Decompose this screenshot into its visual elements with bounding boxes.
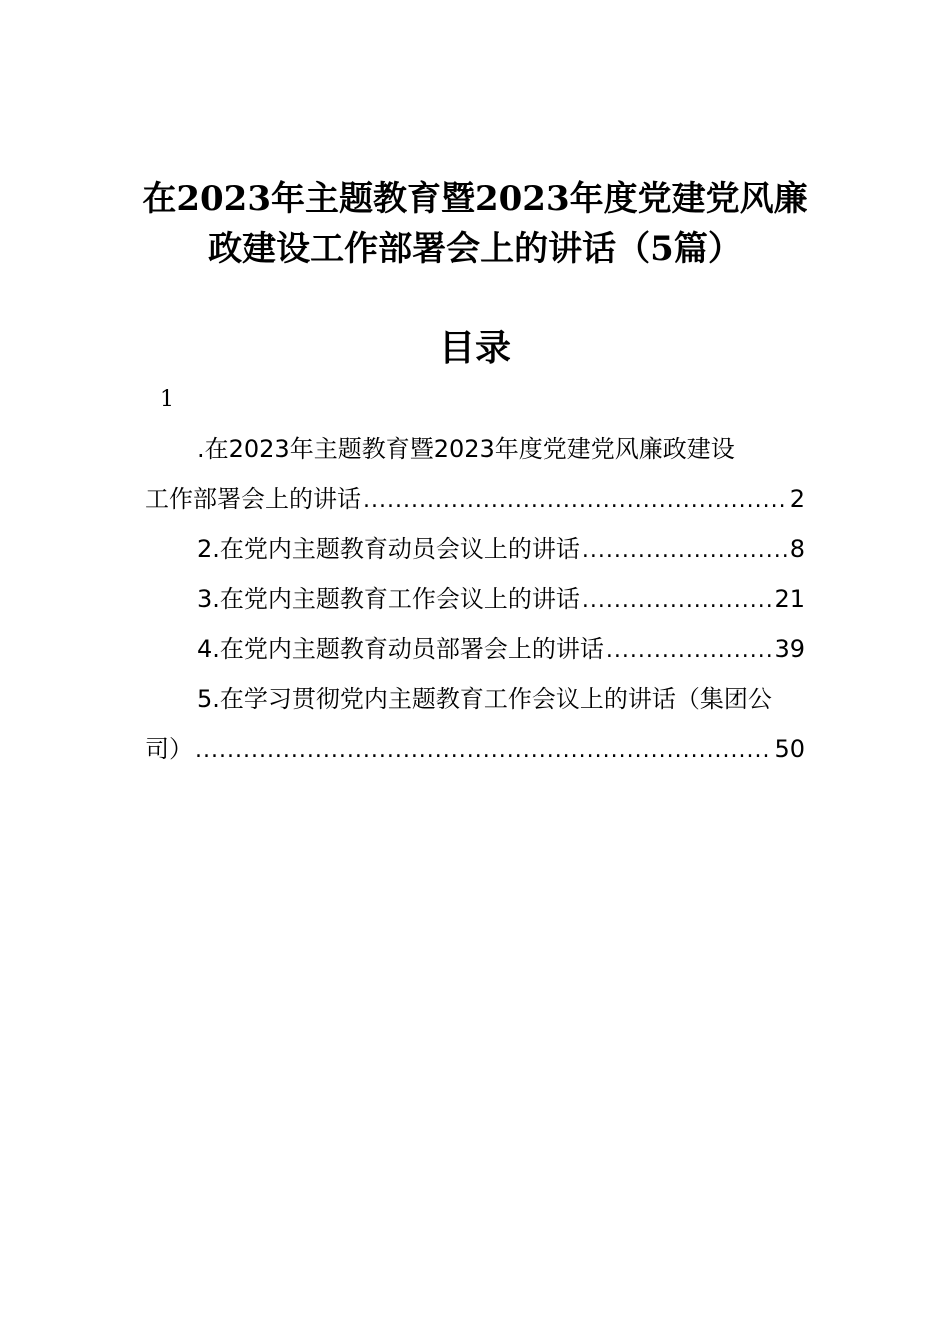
toc-leader-dots xyxy=(582,583,773,619)
toc-item-4-page: 39 xyxy=(774,635,805,663)
toc-item-3-page: 21 xyxy=(774,585,805,613)
toc-item-1-line-1[interactable]: .在2023年主题教育暨2023年度党建党风廉政建设 xyxy=(197,435,735,463)
toc-item-1-page: 2 xyxy=(789,485,805,513)
toc-item-2-text: 2.在党内主题教育动员会议上的讲话 xyxy=(197,535,580,563)
toc-item-5-line-2[interactable] xyxy=(145,731,805,767)
toc-item-2[interactable] xyxy=(145,531,805,567)
toc-item-5-line-1[interactable]: 5.在学习贯彻党内主题教育工作会议上的讲话（集团公 xyxy=(197,685,772,713)
toc-item-5-page: 50 xyxy=(774,735,805,763)
toc-item-5-text: 司） xyxy=(145,735,193,763)
toc-leader-dots xyxy=(606,633,773,669)
toc-item-3-text: 3.在党内主题教育工作会议上的讲话 xyxy=(197,585,580,613)
toc-item-2-page: 8 xyxy=(789,535,805,563)
page-marker: 1 xyxy=(160,387,174,412)
toc-item-3[interactable] xyxy=(145,581,805,617)
toc-item-4[interactable] xyxy=(145,631,805,667)
toc-leader-dots xyxy=(363,483,788,519)
toc-item-1-text: 工作部署会上的讲话 xyxy=(145,485,361,513)
toc-heading: 目录 xyxy=(438,327,511,369)
title-line-2: 政建设工作部署会上的讲话（5篇） xyxy=(208,229,742,269)
toc-leader-dots xyxy=(195,733,772,769)
title-line-1: 在2023年主题教育暨2023年度党建党风廉 xyxy=(142,179,808,219)
toc-item-1-line-2[interactable] xyxy=(145,481,805,517)
toc-leader-dots xyxy=(582,533,788,569)
toc-item-4-text: 4.在党内主题教育动员部署会上的讲话 xyxy=(197,635,604,663)
